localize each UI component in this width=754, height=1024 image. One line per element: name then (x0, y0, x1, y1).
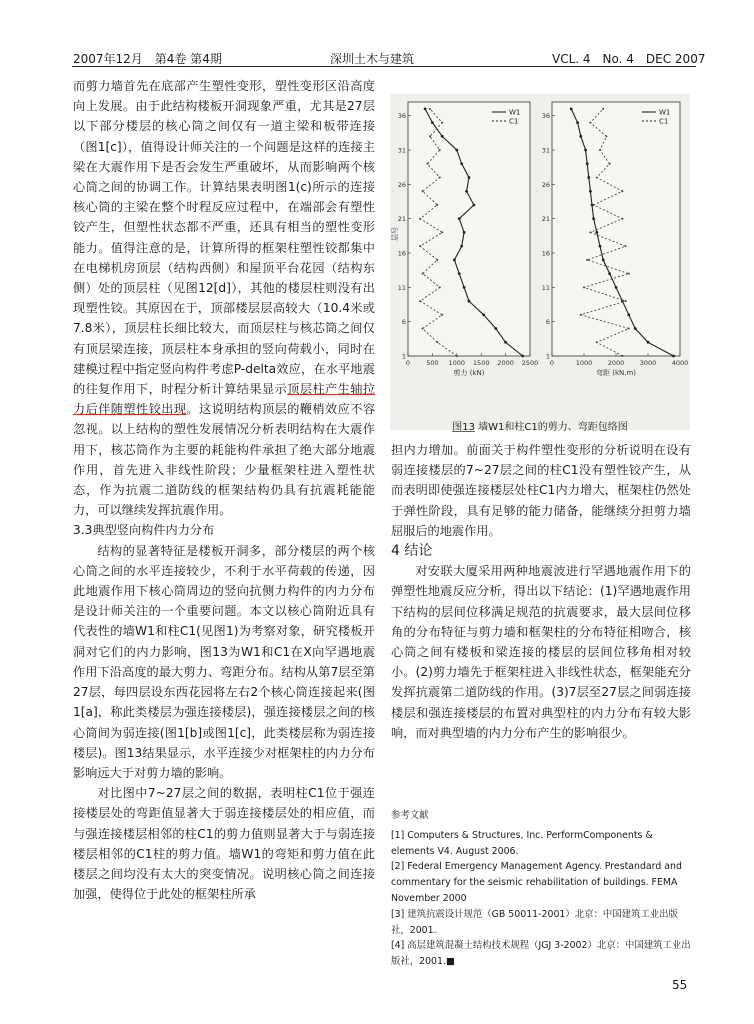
data-point-c1 (422, 190, 424, 192)
underlined-text: 顶层柱产生轴拉力后伴随 (73, 382, 376, 417)
data-point-w1 (455, 149, 458, 152)
reference-item: [2] Federal Emergency Management Agency. Prestandard and commentary for the seismic rehabilitation of buildings. FEMA November 2000 (391, 861, 682, 904)
data-point-c1 (439, 286, 441, 288)
data-point-w1 (458, 272, 461, 275)
data-point-c1 (439, 177, 441, 179)
reference-item: [3] 建筑抗震设计规范（GB 50011-2001）北京：中国建筑工业出版社，2001. (391, 908, 678, 936)
references (391, 808, 691, 970)
data-point-w1 (602, 258, 605, 261)
data-point-c1 (583, 286, 585, 288)
data-point-c1 (436, 204, 438, 206)
data-point-c1 (456, 355, 458, 357)
data-point-w1 (570, 107, 573, 110)
legend-label: W1 (509, 108, 521, 117)
data-point-w1 (587, 176, 590, 179)
section-heading-4: 4 结论 (391, 543, 433, 560)
y-tick-label: 11 (541, 283, 550, 292)
data-point-w1 (595, 231, 598, 234)
moment-plot (542, 102, 689, 377)
journal-volume: VCL. 4 No. 4 DEC 2007 (552, 52, 706, 66)
data-point-w1 (634, 327, 637, 330)
legend-label: C1 (659, 117, 669, 126)
data-point-c1 (628, 273, 630, 275)
data-point-c1 (596, 341, 598, 343)
data-point-w1 (627, 313, 630, 316)
x-tick-label: 1000 (448, 359, 466, 367)
data-point-w1 (468, 176, 471, 179)
data-point-c1 (429, 135, 431, 137)
plot-frame (552, 102, 680, 356)
shear-plot (398, 102, 539, 377)
x-tick-label: 0 (405, 359, 411, 367)
data-point-w1 (647, 341, 650, 344)
data-point-w1 (458, 217, 461, 220)
data-point-c1 (422, 328, 424, 330)
data-point-w1 (521, 355, 524, 358)
data-point-w1 (599, 245, 602, 248)
data-point-w1 (463, 286, 466, 289)
data-point-w1 (615, 286, 618, 289)
data-point-c1 (419, 245, 421, 247)
y-tick-label: 26 (397, 180, 406, 189)
reference-item: [1] Computers & Structures, Inc. PerformComponents & elements V4. August 2006. (391, 829, 653, 857)
data-point-c1 (589, 231, 591, 233)
data-point-w1 (463, 231, 466, 234)
paragraph-conclusions: 对安联大厦采用两种地震波进行罕遇地震作用下的弹塑性地震反应分析，得出以下结论：(1)罕遇地震作用下结构的层间位移满足规范的抗震要求，最大层间位移角的分布特征与剪力墙和框架柱的分布特征相吻合，核心筒之间有楼板和梁连接的楼层的层间位移角相对较小。(2)剪力墙先于框架柱进入非线性状态，框架能充分发挥抗震第二道防线的作用。(3)7层至27层之间弱连接楼层和强连接楼层的布置对典型柱的内力分布有较大影响，而对典型墙的内力分布产生的影响很少。 (391, 564, 691, 740)
data-point-w1 (576, 121, 579, 124)
data-point-w1 (592, 217, 595, 220)
y-tick-label: 1 (401, 352, 406, 361)
data-point-c1 (602, 108, 604, 110)
data-point-c1 (586, 259, 588, 261)
y-tick-label: 31 (541, 146, 550, 155)
left-column (73, 76, 375, 904)
paragraph-plastic-analysis: 而剪力墙首先在底部产生塑性变形，塑性变形区沿高度向上发展。由于此结构楼板开洞现象严重，尤其是27层以下部分楼层的核心筒之间仅有一道主梁和板带连接（图1[c]），值得设计师关注的一个问题是这样的连接主梁在大震作用下是否会发生严重破坏，从而影响两个核心筒之间的协调工作。计算结果表明图1(c)所示的连接核心筒的主梁在整个时程反应过程中，在端部会有塑性铰产生，但塑性状态都不严重，还具有相当的塑性变形能力。值得注意的是，计算所得的框架柱塑性铰都集中在电梯机房顶层（结构西侧）和屋顶平台花园（结构东侧）处的顶层柱（见图12[d]），其他的楼层柱则没有出现塑性铰。其原因在于，顶部楼层层高较大（10.4米或7.8米），顶层柱长细比较大，而顶层柱与核芯筒之间仅有顶层梁连接，顶层柱本身承担的竖向荷载小，同时在建模过程中指定竖向构件考虑P-delta效应，在水平地震的往复作用下，时程分析计算结果显示顶层柱产生轴拉力后伴随塑性铰出现。这说明结构顶层的鞭梢效应不容忽视。以上结构的塑性发展情况分析表明结构在大震作用下，核芯筒作为主要的耗能构件承担了绝大部分地震作用，首先进入非线性阶段；少量框架柱进入塑性状态，作为抗震二道防线的框架结构仍具有抗震耗能能力，可以继续发挥抗震作用。 (73, 79, 376, 518)
data-point-c1 (589, 122, 591, 124)
data-point-w1 (431, 121, 434, 124)
data-point-c1 (439, 149, 441, 151)
data-point-w1 (494, 327, 497, 330)
data-point-w1 (460, 245, 463, 248)
data-point-c1 (621, 190, 623, 192)
data-point-w1 (472, 204, 475, 207)
data-point-c1 (419, 300, 421, 302)
paragraph-comparison: 对比图中7~27层之间的数据，表明柱C1位于强连接楼层处的弯距值显著大于弱连接楼层处的相应值，而与强连接楼层相邻的柱C1的剪力值则显著大于与弱连接楼层相邻的C1柱的剪力值。墙W1的弯矩和剪力值在此楼层之间均没有太大的突变情况。说明核心筒之间连接加强，使得位于此处的框架柱所承 (73, 786, 375, 902)
x-axis-label: 弯距 (kN.m) (595, 369, 637, 377)
data-point-c1 (441, 122, 443, 124)
data-point-w1 (589, 190, 592, 193)
y-tick-label: 6 (545, 318, 550, 327)
data-point-w1 (608, 272, 611, 275)
figure-13-plots (390, 94, 690, 430)
data-point-w1 (468, 300, 471, 303)
data-point-c1 (429, 108, 431, 110)
data-point-c1 (593, 204, 595, 206)
data-point-c1 (422, 273, 424, 275)
data-point-w1 (441, 135, 444, 138)
x-tick-label: 3000 (639, 359, 657, 367)
data-point-w1 (672, 355, 675, 358)
x-tick-label: 1500 (472, 359, 490, 367)
figure-caption: 图13 墙W1和柱C1的剪力、弯距包络图 (452, 422, 628, 433)
data-point-c1 (436, 341, 438, 343)
x-tick-label: 1000 (575, 359, 593, 367)
data-point-c1 (580, 314, 582, 316)
y-tick-label: 16 (397, 249, 406, 258)
x-axis-label: 剪力 (kN) (453, 369, 485, 377)
paragraph-continuation: 担内力增加。前面关于构件塑性变形的分析说明在设有弱连接楼层的7~27层之间的柱C1没有塑性铰产生，从而表明即使强连接楼层处柱C1内力增大，框架柱仍然处于弹性阶段，具有足够的能力储备，能继续分担剪力墙屈服后的地震作用。 (391, 443, 691, 538)
y-tick-label: 26 (541, 180, 550, 189)
section-heading-3-3: 3.3典型竖向构件内力分布 (73, 523, 215, 538)
legend-label: W1 (659, 108, 671, 117)
data-point-w1 (453, 258, 456, 261)
data-point-w1 (460, 162, 463, 165)
y-tick-label: 6 (401, 318, 406, 327)
data-point-w1 (424, 107, 427, 110)
data-point-c1 (621, 218, 623, 220)
data-point-w1 (584, 149, 587, 152)
data-point-w1 (465, 190, 468, 193)
header-rule (72, 66, 696, 67)
data-point-c1 (436, 259, 438, 261)
data-point-c1 (625, 300, 627, 302)
x-tick-label: 500 (426, 359, 439, 367)
data-point-c1 (625, 245, 627, 247)
journal-title: 深圳土木与建筑 (330, 52, 415, 66)
y-tick-label: 11 (397, 283, 406, 292)
data-point-w1 (504, 341, 507, 344)
data-point-c1 (628, 328, 630, 330)
y-tick-label: 36 (397, 112, 406, 121)
data-point-c1 (599, 149, 601, 151)
y-tick-label: 21 (541, 215, 550, 224)
data-point-c1 (621, 355, 623, 357)
data-point-w1 (482, 313, 485, 316)
data-point-c1 (609, 163, 611, 165)
data-point-w1 (586, 162, 589, 165)
y-tick-label: 21 (397, 215, 406, 224)
data-point-c1 (605, 135, 607, 137)
x-tick-label: 2500 (521, 359, 539, 367)
y-tick-label: 31 (397, 146, 406, 155)
paragraph-force-distribution: 结构的显著特征是楼板开洞多，部分楼层的两个核心筒之间的水平连接较少，不利于水平荷载的传递，因此地震作用下核心筒周边的竖向抗侧力构件的内力分布是设计师关注的一个重要问题。本文以核心筒附近具有代表性的墙W1和柱C1(见图1)为考察对象，研究楼板开洞对它们的内力影响，图13为W1和C1在X向罕遇地震作用下沿高度的最大剪力、弯距分布。结构从第7层至第27层，每四层设东西花园将左右2个核心筒连接起来(图1[a]，称此类楼层为强连接楼层)，强连接楼层之间的核心筒间为弱连接(图1[b]或图1[c]，此类楼层称为弱连接楼层)。图13结果显示，水平连接少对框架柱的内力分布影响远大于对剪力墙的影响。 (73, 543, 375, 780)
page-number: 55 (672, 978, 688, 992)
reference-item: [4] 高层建筑混凝土结构技术规程（JGJ 3-2002）北京：中国建筑工业出版社，2001.■ (391, 940, 691, 968)
data-point-c1 (427, 163, 429, 165)
figure-13 (390, 94, 690, 430)
data-point-c1 (596, 177, 598, 179)
x-tick-label: 2000 (497, 359, 514, 367)
references-title: 参考文献 (391, 810, 429, 821)
x-tick-label: 2000 (607, 359, 625, 367)
x-tick-label: 0 (549, 359, 555, 367)
plot-frame (408, 102, 530, 356)
underlined-text: 塑性铰出现 (123, 402, 187, 417)
y-tick-label: 1 (545, 352, 550, 361)
data-point-c1 (441, 314, 443, 316)
data-point-c1 (419, 218, 421, 220)
y-tick-label: 36 (541, 112, 550, 121)
y-axis-label: 层号 (391, 227, 399, 241)
x-tick-label: 4000 (671, 359, 689, 367)
legend-label: C1 (509, 117, 519, 126)
data-point-w1 (579, 135, 582, 138)
right-column (391, 440, 691, 743)
data-point-c1 (441, 231, 443, 233)
journal-issue: 2007年12月 第4卷 第4期 (73, 52, 222, 66)
y-tick-label: 16 (541, 249, 550, 258)
